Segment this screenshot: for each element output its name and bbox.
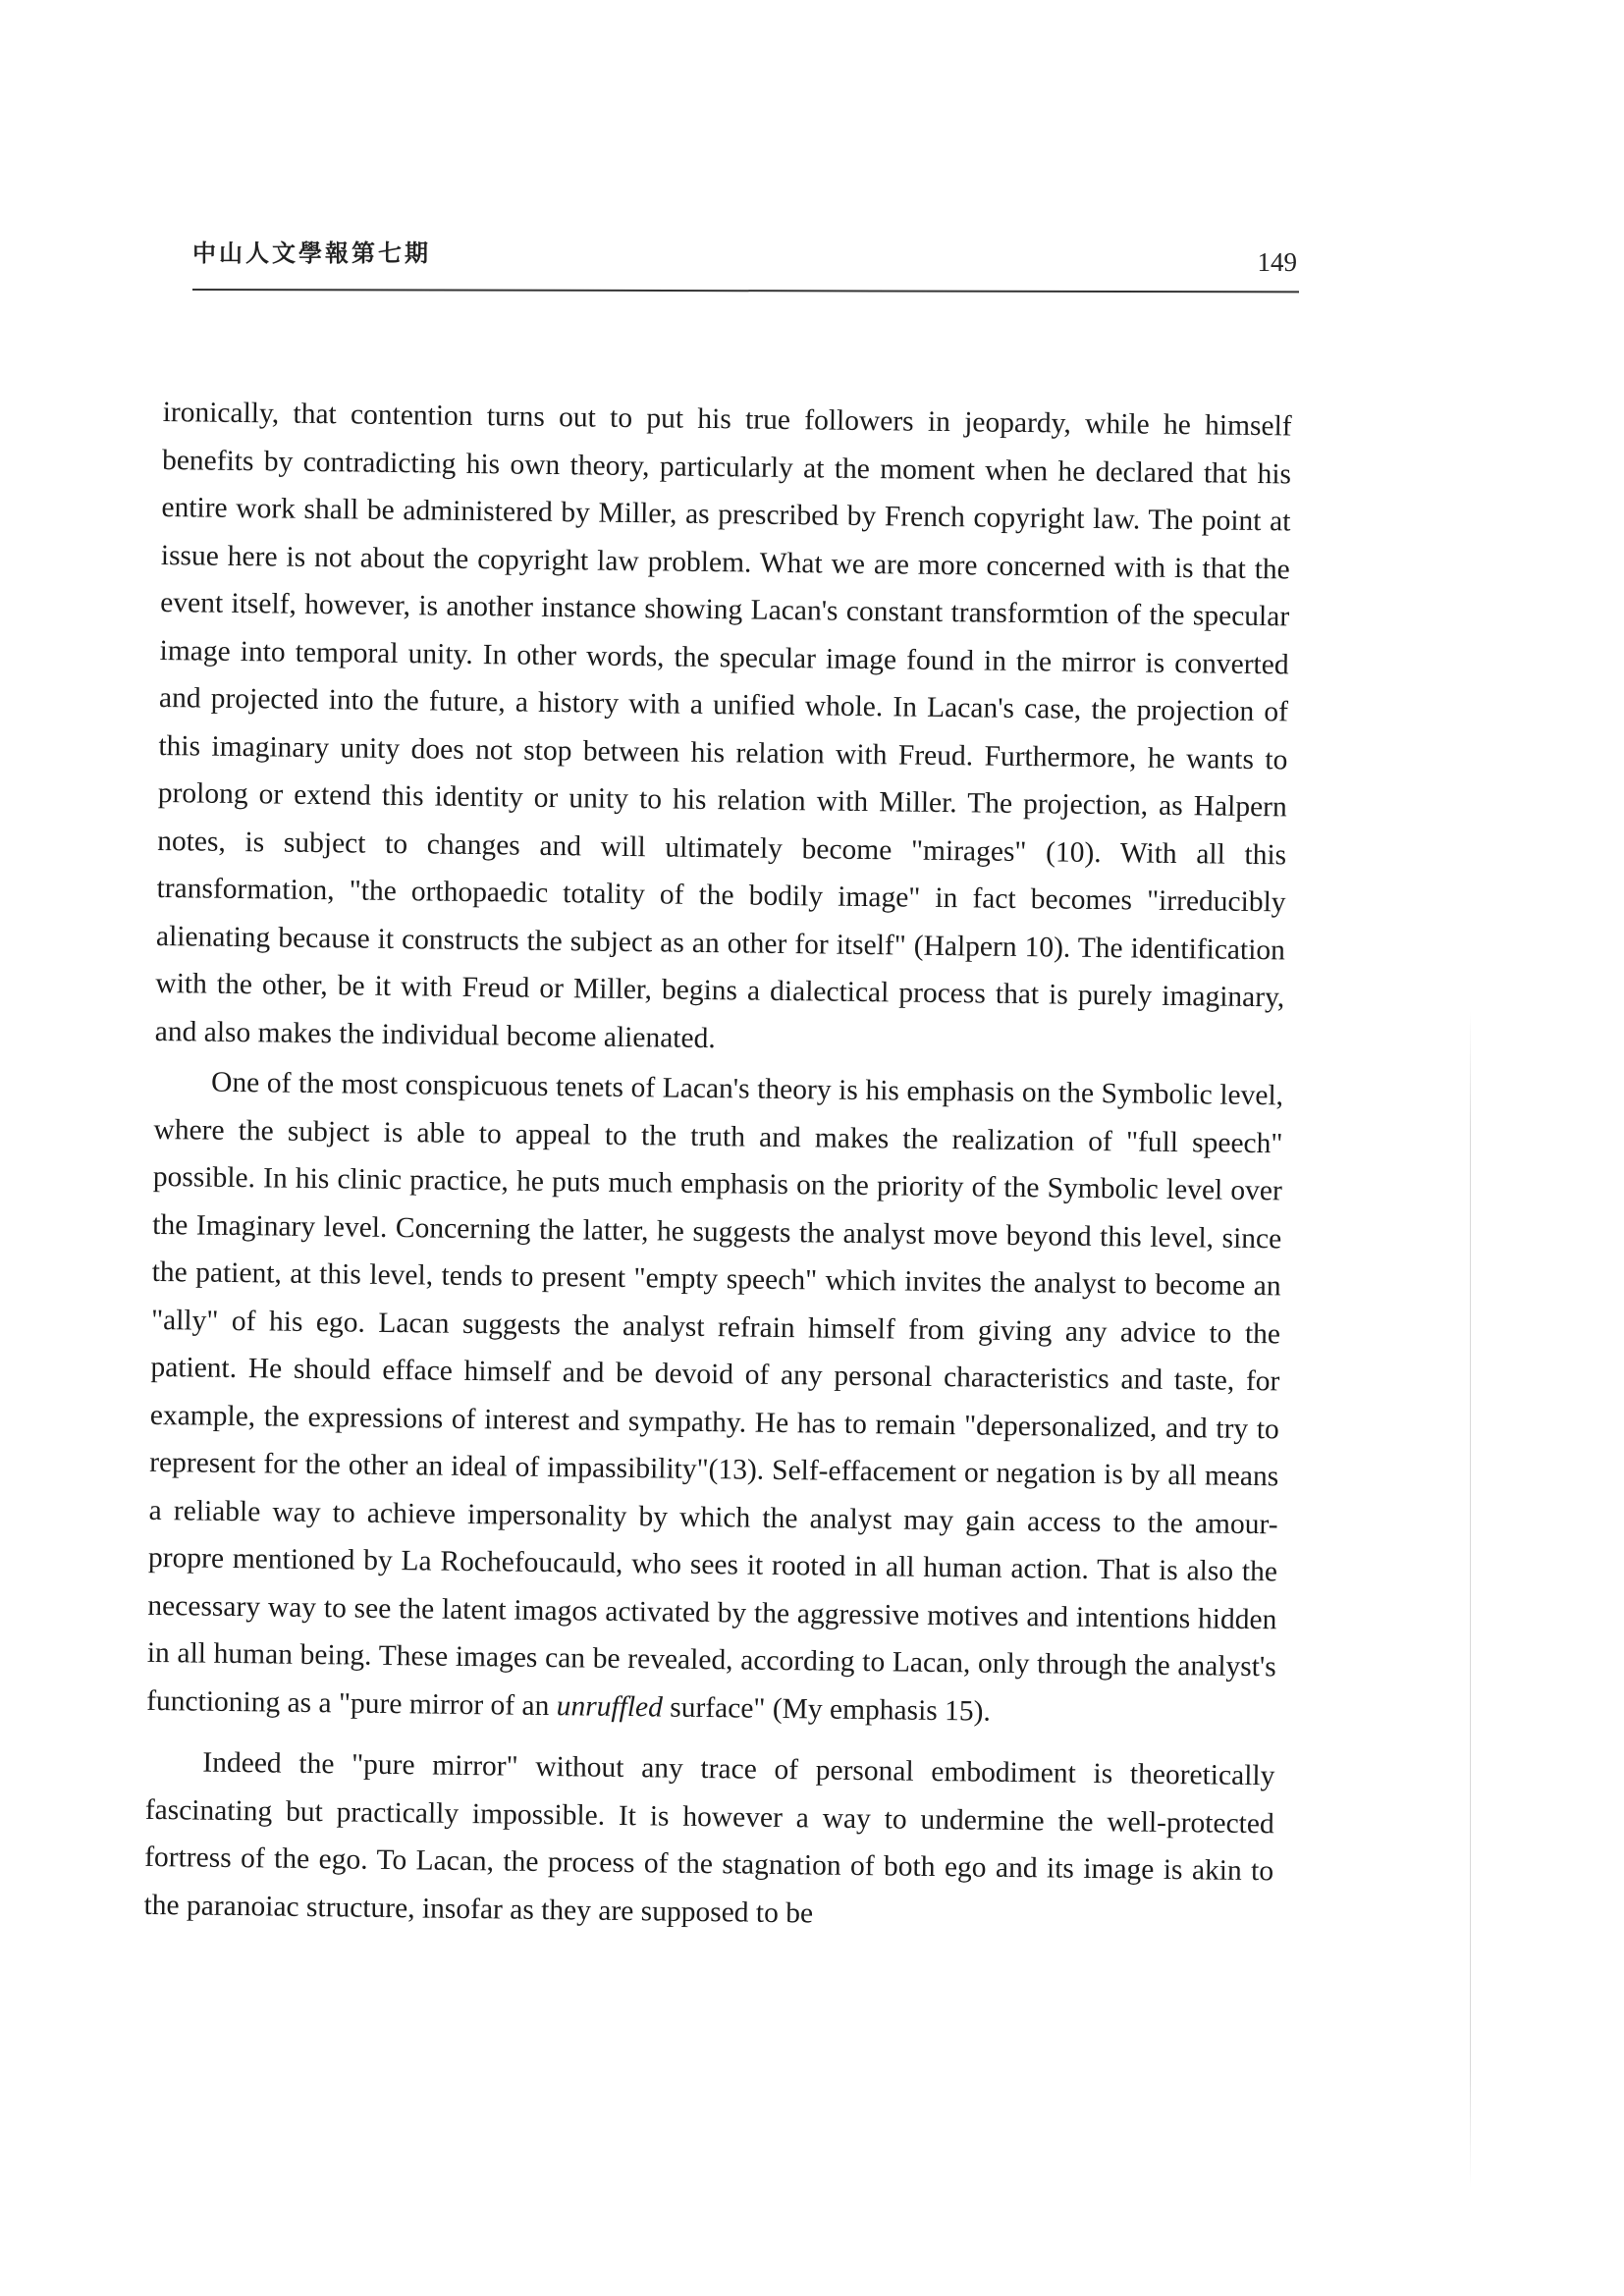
paragraph-2 (146, 1058, 1283, 1738)
scan-margin-line (1470, 1011, 1471, 2189)
page-number: 149 (1257, 247, 1297, 277)
body-text (143, 389, 1292, 1943)
paragraph-2-text-after-italic: surface" (My emphasis 15). (670, 1691, 992, 1728)
paragraph-1-text: ironically, that contention turns out to put his true followers in jeopardy, while he himself benefits by contradicting his own theory, particularly at the moment when he declared that his entire work shall be administered by Miller, as prescribed by French copyright law. The point at issue here is not about the copyright law problem. What we are more concerned with is that the event itself, however, is another instance showing Lacan's constant transformtion of the specular image into temporal unity. In other words, the specular image found in the mirror is converted and projected into the future, a history with a unified whole. In Lacan's case, the projection of this imaginary unity does not stop between his relation with Freud. Furthermore, he wants to prolong or extend this identity or unity to his relation with Miller. The projection, as Halpern notes, is subject to changes and will ultimately become "mirages" (10). With all this transformation, "the orthopaedic totality of the bodily image" in fact becomes "irreducibly alienating because it constructs the subject as an other for itself" (Halpern 10). The identification with the other, be it with Freud or Miller, begins a dialectical process that is purely imaginary, and also makes the individual become alienated. (154, 396, 1292, 1054)
paragraph-2-text-before-italic: One of the most conspicuous tenets of Lacan's theory is his emphasis on the Symbolic level, where the subject is able to appeal to the truth and makes the realization of "full speech" possible. In his clinic practice, he puts much emphasis on the priority of the Symbolic level over the Imaginary level. Concerning the latter, he suggests the analyst move beyond this level, since the patient, at this level, tends to present "empty speech" which invites the analyst to become an "ally" of his ego. Lacan suggests the analyst refrain himself from giving any advice to the patient. He should efface himself and be devoid of any personal characteristics and taste, for example, the expressions of interest and sympathy. He has to remain "depersonalized, and try to represent for the other an ideal of impassibility"(13). Self-effacement or negation is by all means a reliable way to achieve impersonality by which the analyst may gain access to the amour-propre mentioned by La Rochefoucauld, who sees it rooted in all human action. That is also the necessary way to see the latent imagos activated by the aggressive motives and intentions hidden in all human being. These images can be revealed, according to Lacan, only through the analyst's functioning as a "pure mirror of an (146, 1066, 1284, 1722)
paragraph-3 (143, 1738, 1274, 1943)
paragraph-1 (154, 389, 1291, 1069)
paragraph-2-italic-word: unruffled (556, 1689, 664, 1723)
paragraph-3-text: Indeed the "pure mirror" without any trace of personal embodiment is theoretically fascinating but practically impossible. It is however a way to undermine the well-protected fortress of the ego. To Lacan, the process of the stagnation of both ego and its image is akin to the paranoiac structure, insofar as they are supposed to be (143, 1746, 1275, 1929)
running-head (192, 234, 1297, 293)
journal-title: 中山人文學報第七期 (192, 239, 431, 267)
